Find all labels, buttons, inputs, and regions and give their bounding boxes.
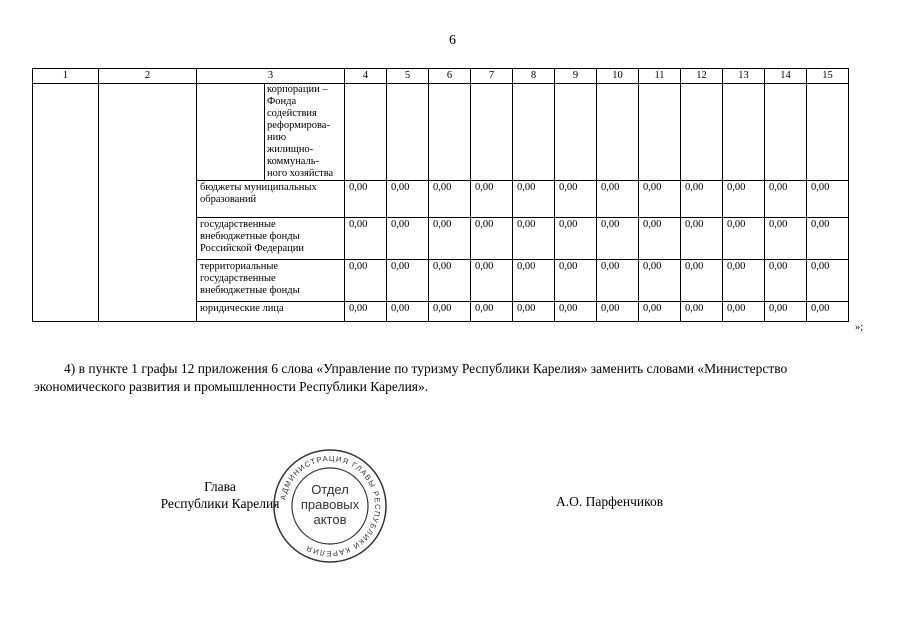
value-cell: 0,00 [723,260,765,302]
value-cell: 0,00 [513,218,555,260]
header-cell: 15 [807,69,849,84]
budget-table [32,68,849,322]
continuation-spacer [197,84,265,181]
value-cell: 0,00 [807,302,849,322]
signature-title-line2: Республики Карелия [160,496,280,511]
empty-value-cell [807,84,849,181]
empty-value-cell [681,84,723,181]
value-cell: 0,00 [639,181,681,218]
col1-cell [33,84,99,322]
value-cell: 0,00 [555,260,597,302]
header-cell: 1 [33,69,99,84]
row-label-line: Российской Федерации [200,243,304,254]
row-label [197,302,345,322]
header-cell: 3 [197,69,345,84]
row-label-line: внебюджетные фонды [200,285,300,296]
header-cell: 12 [681,69,723,84]
value-cell: 0,00 [639,260,681,302]
header-cell: 8 [513,69,555,84]
continuation-row [33,84,849,181]
continuation-line: реформирова- [267,120,330,131]
header-cell: 10 [597,69,639,84]
stamp-center-line2: правовых [300,497,360,512]
empty-value-cell [555,84,597,181]
continuation-line: нию [267,132,287,143]
value-cell: 0,00 [429,302,471,322]
header-cell: 4 [345,69,387,84]
header-cell: 13 [723,69,765,84]
continuation-line: коммуналь- [267,156,320,167]
signature-title-line1: Глава [204,479,236,494]
value-cell: 0,00 [429,181,471,218]
stamp-center-line3: актов [313,512,347,527]
value-cell: 0,00 [345,260,387,302]
value-cell: 0,00 [429,218,471,260]
amendment-paragraph: 4) в пункте 1 графы 12 приложения 6 слова «Управление по туризму Республики Карелия» заменить словами «Министерство экономического развития и промышленности Республики Карелия». [34,361,788,394]
value-cell: 0,00 [513,302,555,322]
header-cell: 11 [639,69,681,84]
empty-value-cell [513,84,555,181]
value-cell: 0,00 [765,181,807,218]
value-cell: 0,00 [639,218,681,260]
value-cell: 0,00 [597,260,639,302]
value-cell: 0,00 [471,302,513,322]
value-cell: 0,00 [765,302,807,322]
row-label-line: внебюджетные фонды [200,231,300,242]
value-cell: 0,00 [639,302,681,322]
continuation-line: содействия [267,108,317,119]
row-label [197,218,345,260]
value-cell: 0,00 [345,181,387,218]
col2-cell [99,84,197,322]
value-cell: 0,00 [597,302,639,322]
row-label-line: территориальные [200,261,279,272]
row-label [197,181,345,218]
value-cell: 0,00 [597,181,639,218]
row-label-line: образований [200,194,257,205]
value-cell: 0,00 [387,218,429,260]
value-cell: 0,00 [597,218,639,260]
empty-value-cell [345,84,387,181]
continuation-line: ного хозяйства [267,168,334,179]
value-cell: 0,00 [429,260,471,302]
header-cell: 5 [387,69,429,84]
value-cell: 0,00 [345,218,387,260]
value-cell: 0,00 [807,181,849,218]
value-cell: 0,00 [471,218,513,260]
empty-value-cell [723,84,765,181]
stamp-center-line1: Отдел [311,482,349,497]
empty-value-cell [429,84,471,181]
value-cell: 0,00 [555,218,597,260]
signatory-name: А.О. Парфенчиков [556,494,664,509]
header-cell: 9 [555,69,597,84]
value-cell: 0,00 [387,302,429,322]
value-cell: 0,00 [681,260,723,302]
value-cell: 0,00 [345,302,387,322]
row-label [197,260,345,302]
continuation-line: корпорации – [267,84,328,95]
stamp-ring-text: АДМИНИСТРАЦИЯ ГЛАВЫ РЕСПУБЛИКИ КАРЕЛИЯ [278,453,383,559]
continuation-line: Фонда [267,96,297,107]
header-cell: 2 [99,69,197,84]
continuation-text [265,84,345,181]
value-cell: 0,00 [387,181,429,218]
value-cell: 0,00 [723,218,765,260]
value-cell: 0,00 [555,302,597,322]
value-cell: 0,00 [765,218,807,260]
value-cell: 0,00 [471,181,513,218]
signature-title [150,478,290,512]
empty-value-cell [597,84,639,181]
row-label-line: юридические лица [200,303,284,314]
value-cell: 0,00 [681,302,723,322]
header-cell: 14 [765,69,807,84]
closing-quote: »; [855,322,864,333]
value-cell: 0,00 [765,260,807,302]
header-cell: 6 [429,69,471,84]
value-cell: 0,00 [723,181,765,218]
value-cell: 0,00 [681,181,723,218]
continuation-line: жилищно- [267,144,314,155]
value-cell: 0,00 [513,181,555,218]
value-cell: 0,00 [387,260,429,302]
value-cell: 0,00 [555,181,597,218]
value-cell: 0,00 [681,218,723,260]
value-cell: 0,00 [807,218,849,260]
empty-value-cell [387,84,429,181]
legal-department-stamp [272,448,388,564]
value-cell: 0,00 [513,260,555,302]
value-cell: 0,00 [471,260,513,302]
empty-value-cell [639,84,681,181]
row-label-line: бюджеты муниципальных [200,182,317,193]
value-cell: 0,00 [723,302,765,322]
row-label-line: государственные [200,273,276,284]
header-cell: 7 [471,69,513,84]
row-label-line: государственные [200,219,276,230]
page-number: 6 [449,33,456,48]
header-row [33,69,849,84]
empty-value-cell [765,84,807,181]
empty-value-cell [471,84,513,181]
value-cell: 0,00 [807,260,849,302]
